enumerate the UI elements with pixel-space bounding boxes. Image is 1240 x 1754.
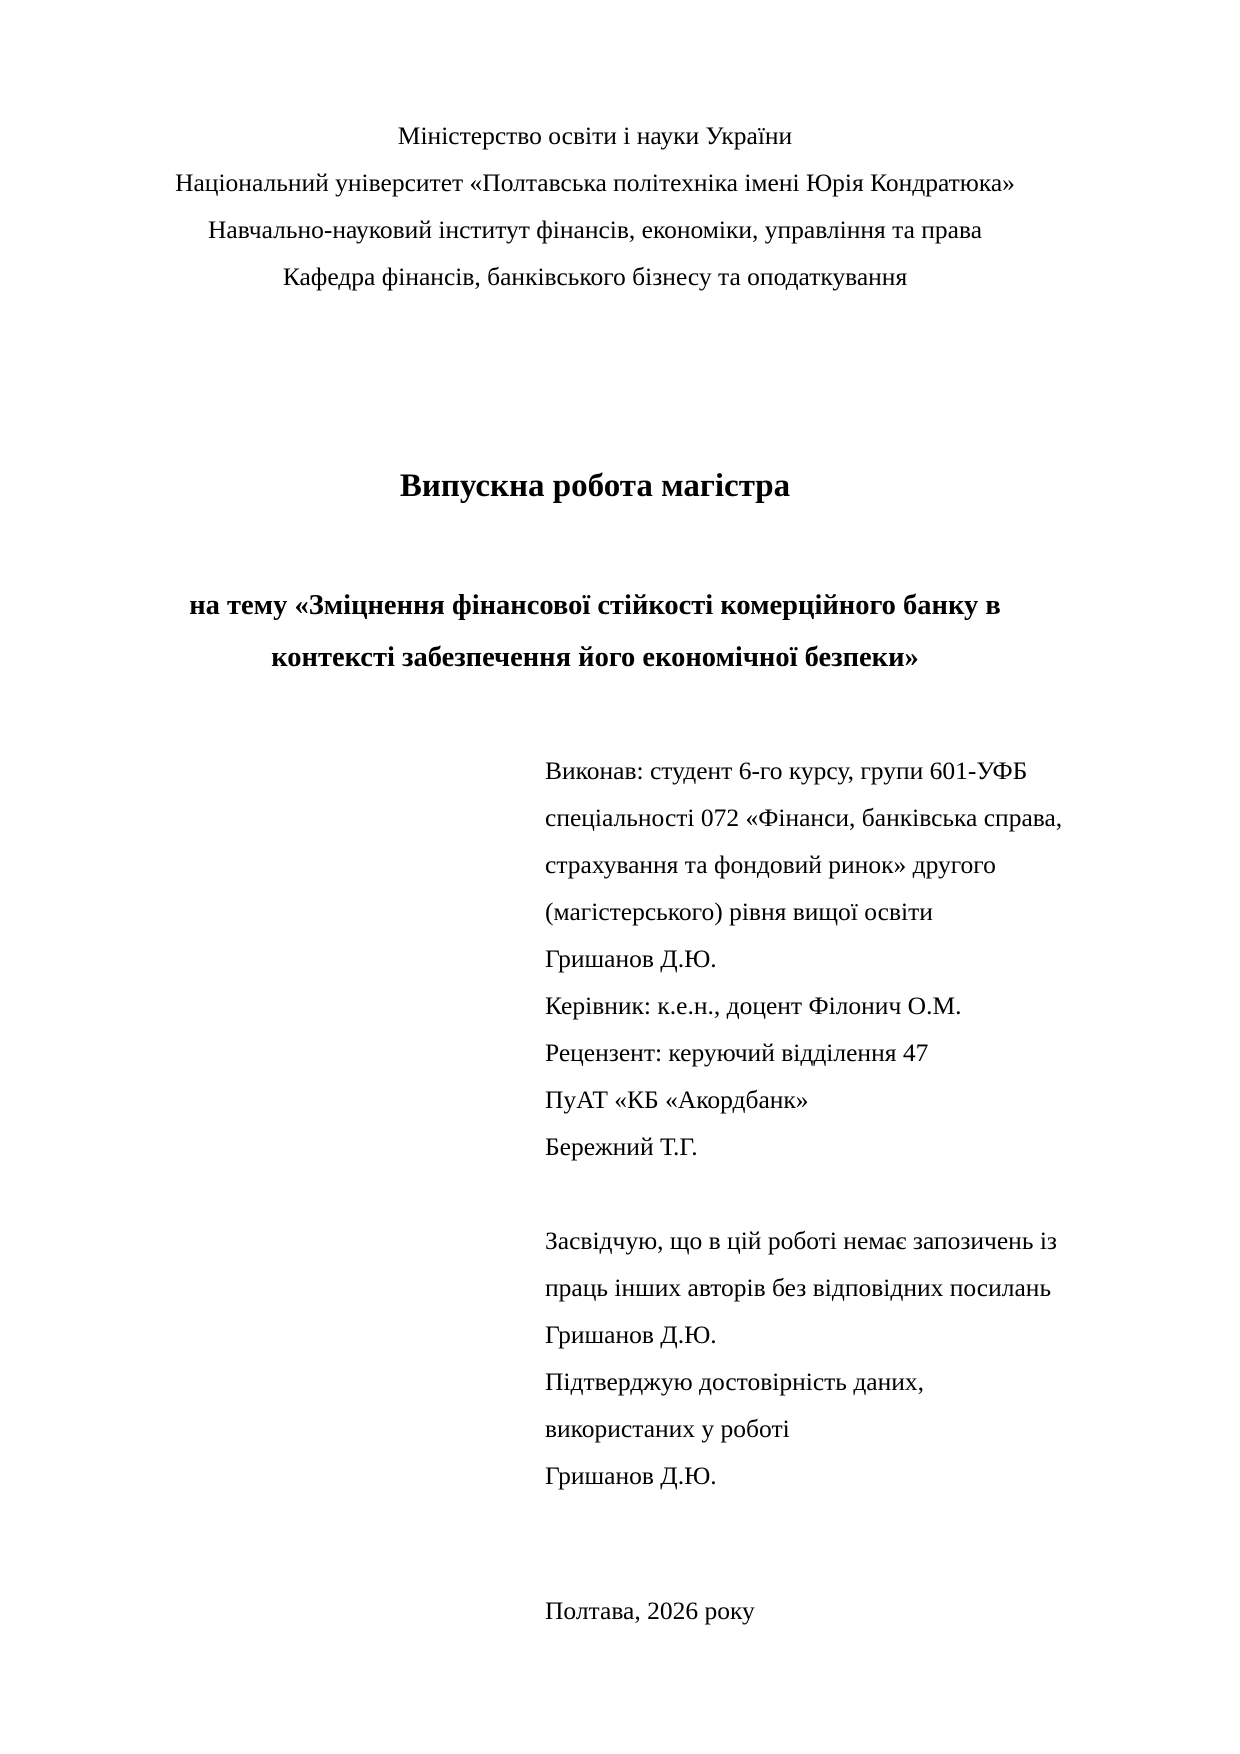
institute-name: Навчально-науковий інститут фінансів, економіки, управління та права [207, 215, 983, 244]
ministry-name: Міністерство освіти і науки України [397, 121, 793, 150]
supervisor-line: Керівник: к.е.н., доцент Філонич О.М. [545, 991, 962, 1020]
data-confirmation-line: використаних у роботі [545, 1414, 790, 1443]
author-name: Гришанов Д.Ю. [545, 944, 717, 973]
topic-line: на тему «Зміцнення фінансової стійкості комерційного банку в [189, 590, 1001, 621]
document-title: Випускна робота магістра [399, 468, 791, 504]
thesis-topic [0, 580, 1190, 684]
data-confirmation-line: Підтверджую достовірність даних, [545, 1367, 925, 1396]
reviewer-name: Бережний Т.Г. [545, 1132, 698, 1161]
performer-line: Виконав: студент 6-го курсу, групи 601-УФБ [545, 756, 1028, 785]
data-confirmation-signature: Гришанов Д.Ю. [545, 1461, 717, 1490]
specialty-line-cont: страхування та фондовий ринок» другого [545, 850, 996, 879]
declaration-signature: Гришанов Д.Ю. [545, 1320, 717, 1349]
declaration-line: Засвідчую, що в цій роботі немає запозичень із [545, 1226, 1057, 1255]
topic-line: контексті забезпечення його економічної безпеки» [271, 642, 919, 673]
department-name: Кафедра фінансів, банківського бізнесу та оподаткування [282, 262, 908, 291]
place-and-year: Полтава, 2026 року [545, 1596, 755, 1625]
reviewer-line: Рецензент: керуючий відділення 47 [545, 1038, 929, 1067]
university-name: Національний університет «Полтавська політехніка імені Юрія Кондратюка» [175, 168, 1015, 197]
specialty-line: спеціальності 072 «Фінанси, банківська справа, [545, 803, 1063, 832]
spacer [545, 1170, 1195, 1217]
author-info-block [545, 747, 1195, 1499]
reviewer-bank-line: ПуАТ «КБ «Акордбанк» [545, 1085, 809, 1114]
declaration-line: праць інших авторів без відповідних посилань [545, 1273, 1052, 1302]
institution-header [0, 112, 1190, 300]
education-level-line: (магістерського) рівня вищої освіти [545, 897, 933, 926]
